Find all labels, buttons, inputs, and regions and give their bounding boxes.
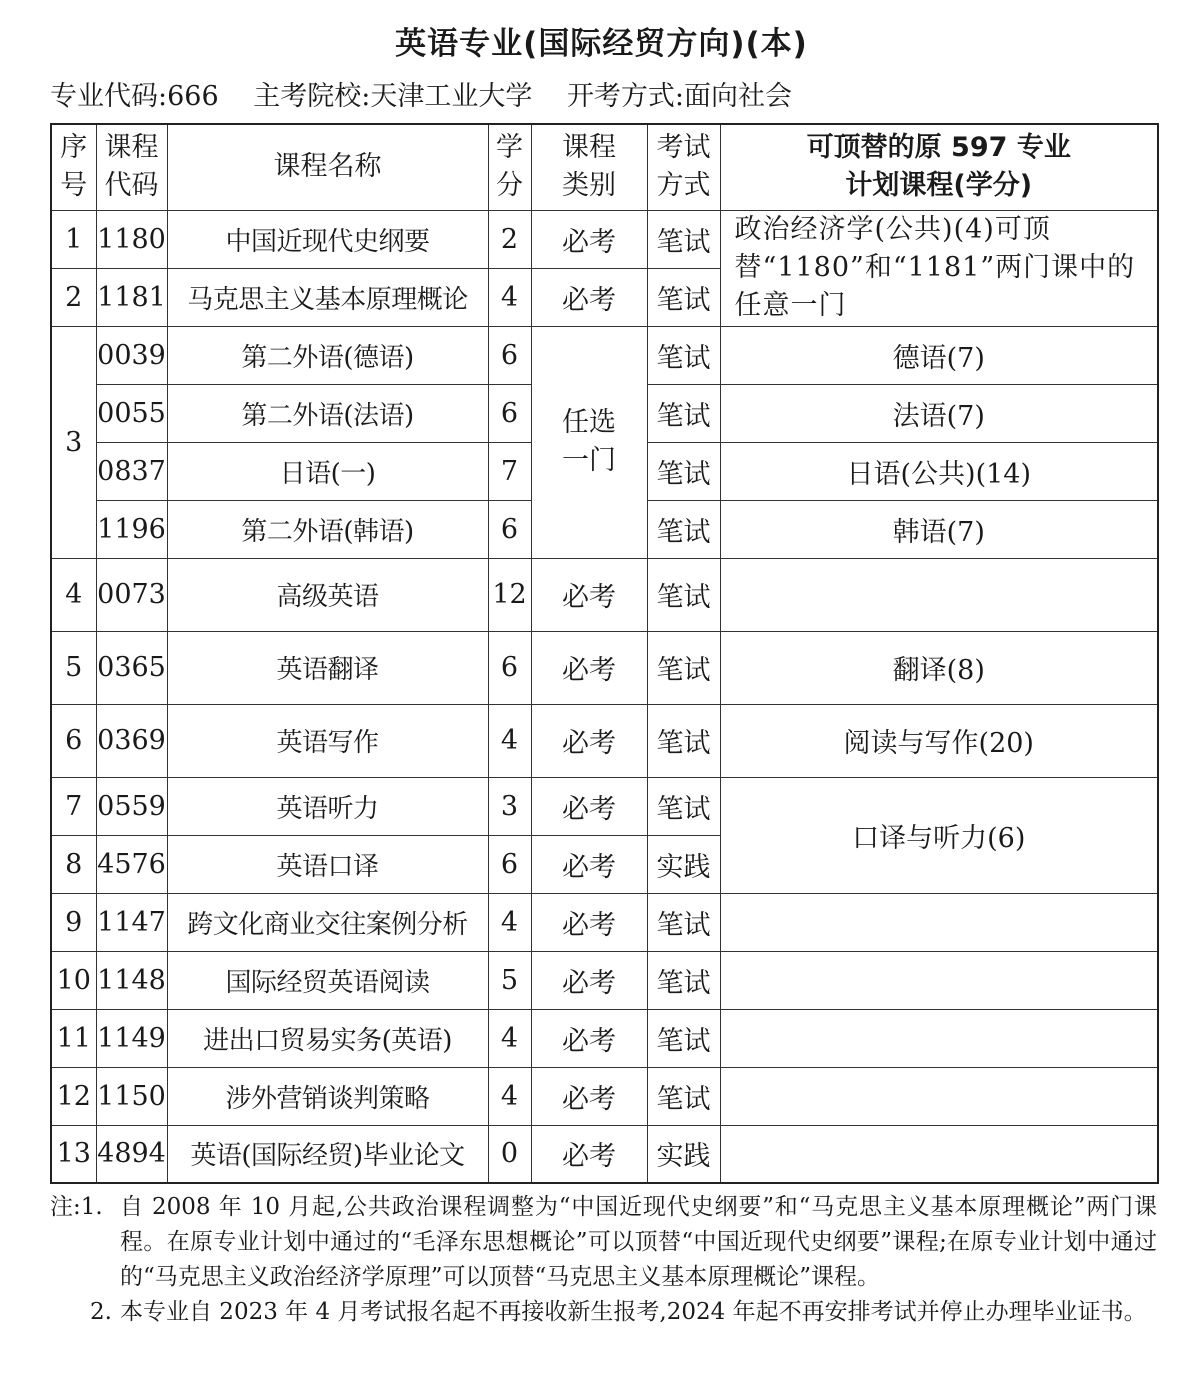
cell-type: 必考 xyxy=(531,210,647,268)
cell-name: 英语听力 xyxy=(167,777,488,835)
cell-credit: 3 xyxy=(488,777,531,835)
cell-seq: 9 xyxy=(51,893,96,951)
table-row xyxy=(51,777,1158,835)
cell-exam: 笔试 xyxy=(647,893,720,951)
cell-replace: 德语(7) xyxy=(720,326,1158,384)
cell-seq: 10 xyxy=(51,951,96,1009)
note-text: 本专业自 2023 年 4 月考试报名起不再接收新生报考,2024 年起不再安排考试并停止办理毕业证书。 xyxy=(120,1299,1147,1325)
exam-school: 主考院校:天津工业大学 xyxy=(253,81,533,112)
cell-code: 1196 xyxy=(96,500,167,558)
cell-seq: 13 xyxy=(51,1125,96,1183)
cell-code: 1147 xyxy=(96,893,167,951)
cell-type: 必考 xyxy=(531,1067,647,1125)
header-exam: 考试 方式 xyxy=(647,124,720,210)
cell-seq: 5 xyxy=(51,631,96,704)
cell-name: 日语(一) xyxy=(167,442,488,500)
note-item xyxy=(50,1295,1157,1330)
cell-name: 高级英语 xyxy=(167,558,488,631)
cell-replace: 法语(7) xyxy=(720,384,1158,442)
cell-exam: 笔试 xyxy=(647,268,720,326)
cell-name: 英语口译 xyxy=(167,835,488,893)
cell-name: 马克思主义基本原理概论 xyxy=(167,268,488,326)
cell-code: 4894 xyxy=(96,1125,167,1183)
cell-replace xyxy=(720,951,1158,1009)
cell-replace: 阅读与写作(20) xyxy=(720,704,1158,777)
cell-seq: 4 xyxy=(51,558,96,631)
cell-credit: 4 xyxy=(488,893,531,951)
cell-type: 必考 xyxy=(531,631,647,704)
cell-name: 第二外语(德语) xyxy=(167,326,488,384)
header-name: 课程名称 xyxy=(167,124,488,210)
cell-seq: 3 xyxy=(51,326,96,558)
cell-exam: 笔试 xyxy=(647,326,720,384)
header-code: 课程 代码 xyxy=(96,124,167,210)
cell-type xyxy=(531,326,647,558)
cell-credit: 5 xyxy=(488,951,531,1009)
header-credit: 学 分 xyxy=(488,124,531,210)
cell-exam: 笔试 xyxy=(647,951,720,1009)
cell-exam: 笔试 xyxy=(647,442,720,500)
cell-seq: 8 xyxy=(51,835,96,893)
cell-name: 第二外语(韩语) xyxy=(167,500,488,558)
major-code: 专业代码:666 xyxy=(50,81,219,112)
cell-seq: 1 xyxy=(51,210,96,268)
table-row xyxy=(51,326,1158,384)
cell-code: 0559 xyxy=(96,777,167,835)
cell-code: 0837 xyxy=(96,442,167,500)
cell-exam: 笔试 xyxy=(647,210,720,268)
cell-code: 1149 xyxy=(96,1009,167,1067)
table-row xyxy=(51,951,1158,1009)
cell-code: 1181 xyxy=(96,268,167,326)
cell-exam: 笔试 xyxy=(647,777,720,835)
cell-name: 跨文化商业交往案例分析 xyxy=(167,893,488,951)
cell-type: 必考 xyxy=(531,951,647,1009)
cell-credit: 4 xyxy=(488,268,531,326)
cell-seq: 2 xyxy=(51,268,96,326)
table-row xyxy=(51,631,1158,704)
cell-type: 必考 xyxy=(531,558,647,631)
cell-exam: 实践 xyxy=(647,1125,720,1183)
elective-type: 任选一门 xyxy=(562,407,616,476)
cell-name: 涉外营销谈判策略 xyxy=(167,1067,488,1125)
cell-replace xyxy=(720,1067,1158,1125)
cell-credit: 2 xyxy=(488,210,531,268)
table-header xyxy=(51,124,1158,210)
cell-code: 1180 xyxy=(96,210,167,268)
cell-code: 0369 xyxy=(96,704,167,777)
cell-code: 4576 xyxy=(96,835,167,893)
cell-name: 英语(国际经贸)毕业论文 xyxy=(167,1125,488,1183)
cell-exam: 笔试 xyxy=(647,500,720,558)
cell-name: 中国近现代史纲要 xyxy=(167,210,488,268)
cell-replace: 口译与听力(6) xyxy=(720,777,1158,893)
cell-code: 1150 xyxy=(96,1067,167,1125)
cell-replace xyxy=(720,1009,1158,1067)
cell-credit: 6 xyxy=(488,326,531,384)
table-row xyxy=(51,893,1158,951)
cell-replace xyxy=(720,893,1158,951)
table-row xyxy=(51,1125,1158,1183)
cell-type: 必考 xyxy=(531,893,647,951)
cell-code: 1148 xyxy=(96,951,167,1009)
cell-exam: 笔试 xyxy=(647,1067,720,1125)
header-seq: 序 号 xyxy=(51,124,96,210)
exam-mode: 开考方式:面向社会 xyxy=(566,81,793,112)
cell-name: 英语翻译 xyxy=(167,631,488,704)
cell-type: 必考 xyxy=(531,777,647,835)
header-type: 课程 类别 xyxy=(531,124,647,210)
cell-code: 0055 xyxy=(96,384,167,442)
header-replace: 可顶替的原 597 专业 计划课程(学分) xyxy=(720,124,1158,210)
cell-replace: 日语(公共)(14) xyxy=(720,442,1158,500)
cell-credit: 6 xyxy=(488,500,531,558)
cell-replace xyxy=(720,1125,1158,1183)
cell-seq: 12 xyxy=(51,1067,96,1125)
cell-name: 进出口贸易实务(英语) xyxy=(167,1009,488,1067)
cell-name: 国际经贸英语阅读 xyxy=(167,951,488,1009)
cell-credit: 0 xyxy=(488,1125,531,1183)
cell-type: 必考 xyxy=(531,1125,647,1183)
cell-code: 0073 xyxy=(96,558,167,631)
table-row xyxy=(51,558,1158,631)
cell-exam: 笔试 xyxy=(647,631,720,704)
page-title: 英语专业(国际经贸方向)(本) xyxy=(395,26,808,62)
cell-credit: 4 xyxy=(488,1067,531,1125)
table-row xyxy=(51,210,1158,268)
table-row xyxy=(51,1067,1158,1125)
cell-credit: 12 xyxy=(488,558,531,631)
cell-credit: 4 xyxy=(488,704,531,777)
cell-code: 0365 xyxy=(96,631,167,704)
cell-exam: 笔试 xyxy=(647,384,720,442)
note-item xyxy=(50,1190,1157,1295)
cell-credit: 7 xyxy=(488,442,531,500)
cell-replace: 韩语(7) xyxy=(720,500,1158,558)
cell-exam: 笔试 xyxy=(647,704,720,777)
cell-seq: 6 xyxy=(51,704,96,777)
table-row xyxy=(51,704,1158,777)
cell-credit: 6 xyxy=(488,631,531,704)
cell-seq: 7 xyxy=(51,777,96,835)
cell-name: 第二外语(法语) xyxy=(167,384,488,442)
cell-exam: 笔试 xyxy=(647,558,720,631)
cell-name: 英语写作 xyxy=(167,704,488,777)
cell-replace: 翻译(8) xyxy=(720,631,1158,704)
cell-type: 必考 xyxy=(531,268,647,326)
notes xyxy=(50,1190,1157,1330)
notes-label: 注:1. xyxy=(50,1194,103,1220)
cell-code: 0039 xyxy=(96,326,167,384)
cell-type: 必考 xyxy=(531,704,647,777)
cell-type: 必考 xyxy=(531,835,647,893)
cell-seq: 11 xyxy=(51,1009,96,1067)
cell-type: 必考 xyxy=(531,1009,647,1067)
cell-replace: 政治经济学(公共)(4)可顶替“1180”和“1181”两门课中的任意一门 xyxy=(720,210,1158,326)
major-info xyxy=(50,74,818,113)
course-table xyxy=(50,123,1159,1184)
cell-replace xyxy=(720,558,1158,631)
note-text: 自 2008 年 10 月起,公共政治课程调整为“中国近现代史纲要”和“马克思主义基本原理概论”两门课程。在原专业计划中通过的“毛泽东思想概论”可以顶替“中国近现代史纲要”课程;在原专业计划中通过的“马克思主义政治经济学原理”可以顶替“马克思主义基本原理概论”课程。 xyxy=(120,1194,1157,1290)
cell-credit: 6 xyxy=(488,384,531,442)
table-row xyxy=(51,1009,1158,1067)
note-number: 2. xyxy=(90,1299,112,1325)
cell-exam: 笔试 xyxy=(647,1009,720,1067)
cell-credit: 4 xyxy=(488,1009,531,1067)
cell-exam: 实践 xyxy=(647,835,720,893)
cell-credit: 6 xyxy=(488,835,531,893)
